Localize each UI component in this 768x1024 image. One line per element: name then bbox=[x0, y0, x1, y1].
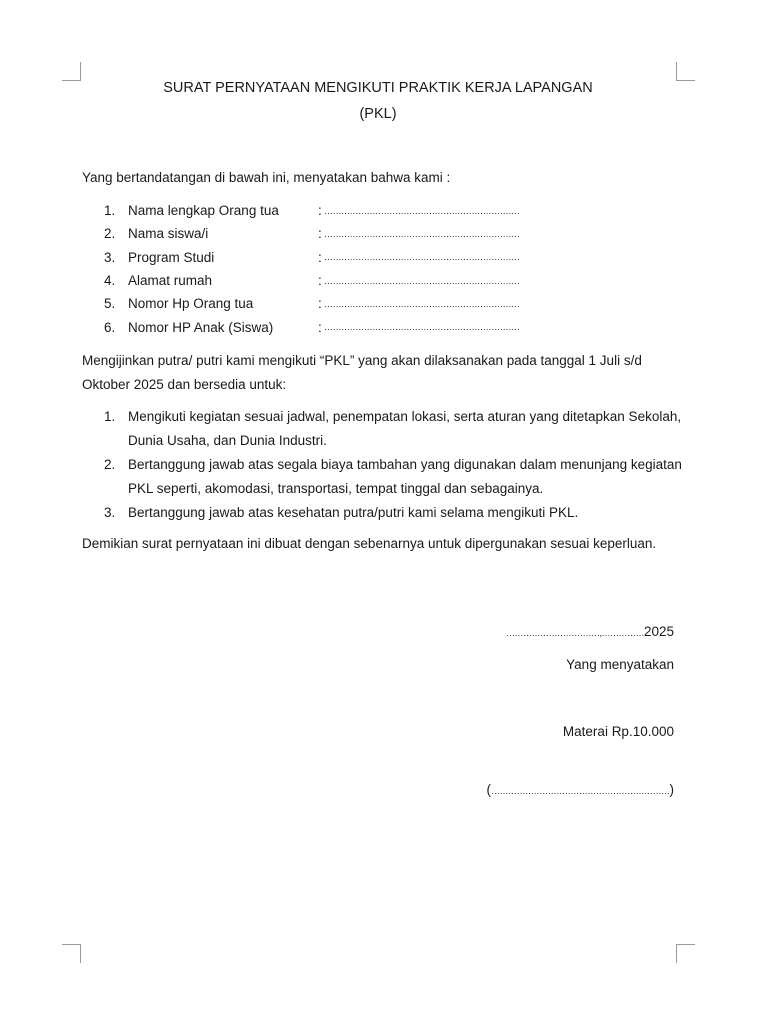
field-label: Nama siswa/i bbox=[128, 226, 209, 242]
date-year: 2025 bbox=[643, 624, 674, 639]
identity-field-row bbox=[104, 315, 574, 338]
stamp-duty-label: Materai Rp.10.000 bbox=[562, 724, 674, 739]
page-corner-mark-bottom-right bbox=[676, 944, 695, 963]
field-colon: : bbox=[318, 296, 322, 312]
document-subtitle: (PKL) bbox=[359, 106, 397, 122]
signature-blank: ……………………………………………………… bbox=[491, 786, 670, 796]
obligation-item bbox=[104, 453, 684, 501]
field-blank: …………………………………………………………… bbox=[324, 205, 520, 216]
field-blank: …………………………………………………………… bbox=[324, 322, 520, 333]
field-label: Nama lengkap Orang tua bbox=[128, 203, 279, 219]
page-corner-mark-top-right bbox=[676, 62, 695, 81]
obligation-number: 1. bbox=[104, 409, 116, 424]
field-blank: …………………………………………………………… bbox=[324, 298, 520, 309]
field-number: 3. bbox=[104, 249, 116, 265]
obligation-text: Bertanggung jawab atas kesehatan putra/putri kami selama mengikuti PKL. bbox=[128, 505, 579, 520]
field-colon: : bbox=[318, 319, 322, 335]
page-corner-mark-top-left bbox=[62, 62, 81, 81]
stating-label: Yang menyatakan bbox=[566, 657, 674, 672]
signature-line bbox=[487, 782, 675, 797]
identity-field-row bbox=[104, 292, 574, 315]
field-blank: …………………………………………………………… bbox=[324, 228, 520, 239]
identity-field-row bbox=[104, 246, 574, 269]
document-title: SURAT PERNYATAAN MENGIKUTI PRAKTIK KERJA LAPANGAN bbox=[163, 80, 593, 96]
field-label: Program Studi bbox=[128, 249, 215, 265]
field-number: 1. bbox=[104, 203, 116, 219]
obligation-list bbox=[104, 405, 684, 525]
field-label: Nomor Hp Orang tua bbox=[128, 296, 254, 312]
field-number: 4. bbox=[104, 273, 116, 289]
field-label: Nomor HP Anak (Siswa) bbox=[128, 319, 274, 335]
field-colon: : bbox=[318, 273, 322, 289]
obligation-item bbox=[104, 405, 684, 453]
consent-paragraph: Mengijinkan putra/ putri kami mengikuti “PKL” yang akan dilaksanakan pada tanggal 1 Juli s/d Oktober 2025 dan bersedia untuk: bbox=[82, 353, 642, 392]
date-place-line bbox=[506, 624, 674, 639]
intro-paragraph: Yang bertandatangan di bawah ini, menyatakan bahwa kami : bbox=[82, 170, 451, 185]
field-blank: …………………………………………………………… bbox=[324, 252, 520, 263]
date-place-blank: ……………………………,…………… bbox=[505, 628, 644, 638]
field-number: 6. bbox=[104, 319, 116, 335]
identity-field-row bbox=[104, 199, 574, 222]
identity-field-row bbox=[104, 222, 574, 245]
page-corner-mark-bottom-left bbox=[62, 944, 81, 963]
closing-paragraph: Demikian surat pernyataan ini dibuat dengan sebenarnya untuk dipergunakan sesuai keperluan. bbox=[82, 536, 657, 551]
obligation-number: 3. bbox=[104, 505, 116, 520]
obligation-item bbox=[104, 501, 684, 525]
identity-field-list bbox=[104, 199, 574, 339]
signature-close-paren: ) bbox=[669, 782, 674, 797]
field-colon: : bbox=[318, 249, 322, 265]
field-number: 2. bbox=[104, 226, 116, 242]
identity-field-row bbox=[104, 269, 574, 292]
field-blank: …………………………………………………………… bbox=[324, 275, 520, 286]
obligation-text: Bertanggung jawab atas segala biaya tambahan yang digunakan dalam menunjang kegiatan PKL seperti, akomodasi, transportasi, tempat tinggal dan sebagainya. bbox=[128, 457, 682, 496]
signature-open-paren: ( bbox=[486, 782, 491, 797]
field-colon: : bbox=[318, 226, 322, 242]
field-label: Alamat rumah bbox=[128, 273, 213, 289]
obligation-number: 2. bbox=[104, 457, 116, 472]
obligation-text: Mengikuti kegiatan sesuai jadwal, penempatan lokasi, serta aturan yang ditetapkan Sekolah, Dunia Usaha, dan Dunia Industri. bbox=[128, 409, 682, 448]
field-colon: : bbox=[318, 203, 322, 219]
field-number: 5. bbox=[104, 296, 116, 312]
